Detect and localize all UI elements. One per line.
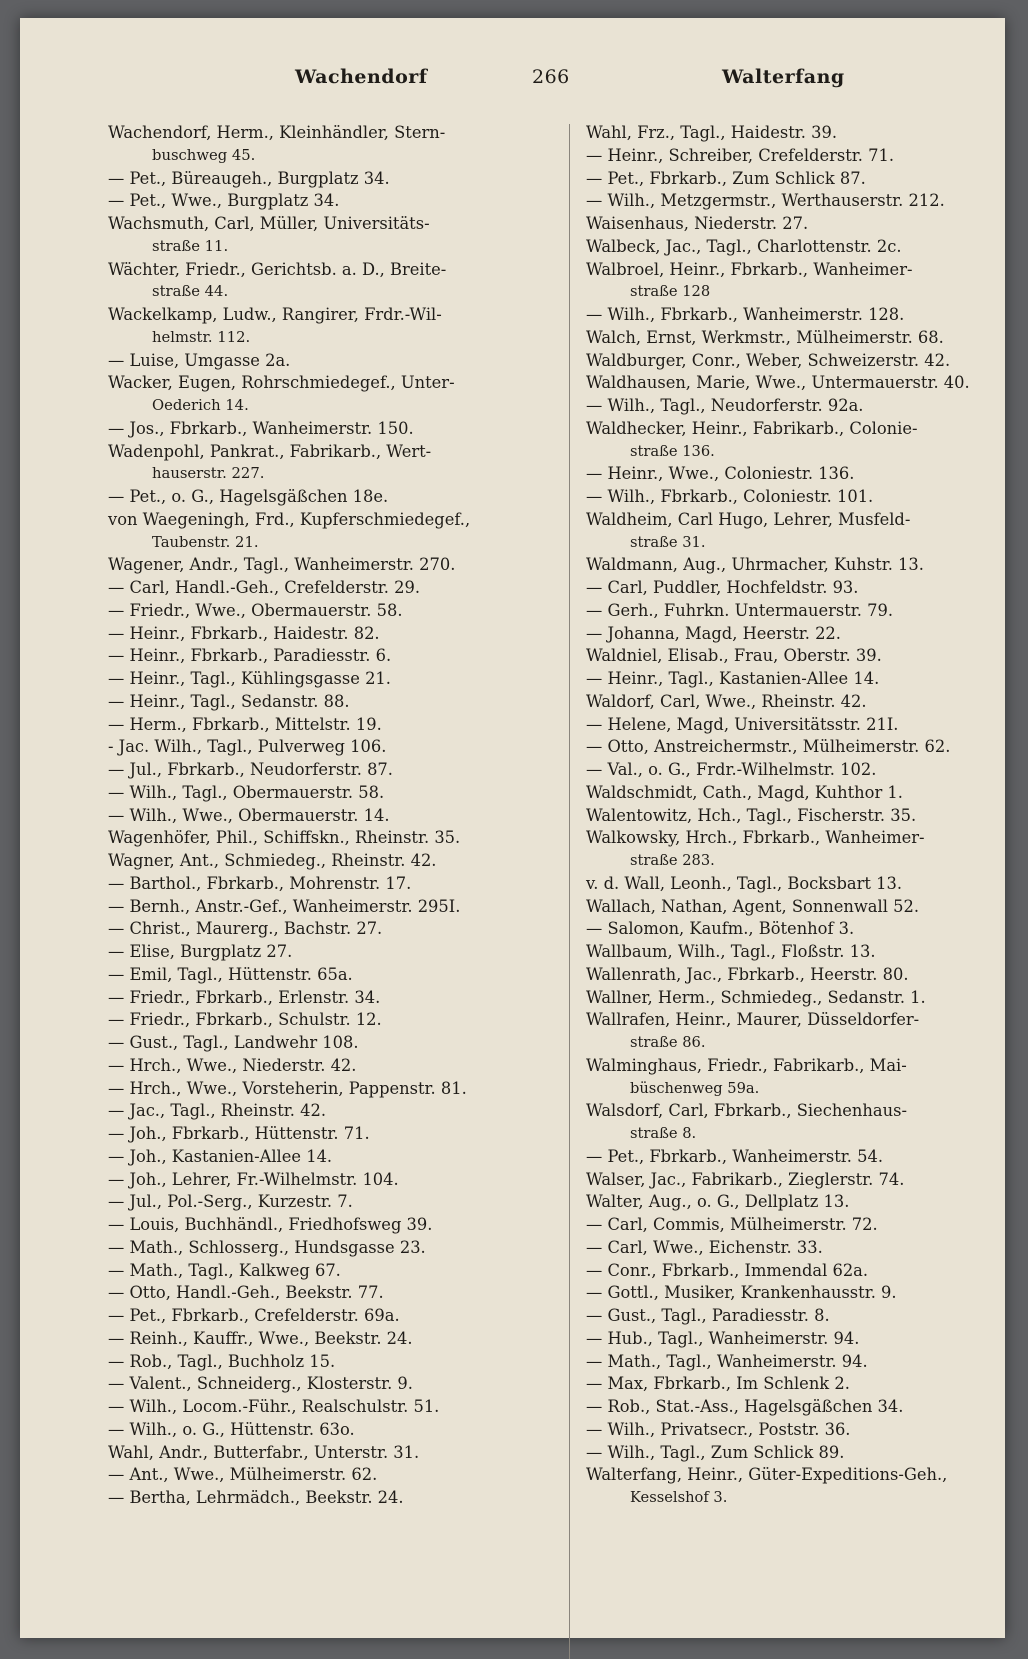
directory-entry: Walkowsky, Hrch., Fbrkarb., Wanheimer- — [586, 828, 925, 848]
directory-entry: Waldmann, Aug., Uhrmacher, Kuhstr. 13. — [586, 555, 924, 575]
directory-entry: — Gust., Tagl., Landwehr 108. — [108, 1033, 359, 1052]
directory-entry: — Emil, Tagl., Hüttenstr. 65a. — [108, 964, 353, 984]
directory-entry: — Pet., Fbrkarb., Zum Schlick 87. — [586, 168, 866, 188]
directory-entry: — Gust., Tagl., Paradiesstr. 8. — [586, 1306, 830, 1325]
directory-entry: — Heinr., Schreiber, Crefelderstr. 71. — [586, 145, 895, 165]
directory-entry: Wagenhöfer, Phil., Schiffskn., Rheinstr. 35. — [108, 828, 461, 848]
directory-entry: — Valent., Schneiderg., Klosterstr. 9. — [108, 1374, 413, 1394]
directory-entry: — Wilh., Metzgermstr., Werthauserstr. 212. — [586, 191, 945, 211]
directory-entry: — Friedr., Fbrkarb., Schulstr. 12. — [108, 1010, 382, 1030]
directory-entry: — Joh., Lehrer, Fr.-Wilhelmstr. 104. — [108, 1169, 399, 1189]
directory-entry-continuation: Taubenstr. 21. — [152, 533, 259, 551]
directory-entry: Wallenrath, Jac., Fbrkarb., Heerstr. 80. — [586, 964, 909, 984]
directory-entry: — Jac., Tagl., Rheinstr. 42. — [108, 1101, 326, 1121]
directory-entry: — Joh., Fbrkarb., Hüttenstr. 71. — [108, 1124, 370, 1143]
directory-entry: — Carl, Handl.-Geh., Crefelderstr. 29. — [108, 578, 421, 597]
directory-entry-continuation: büschenweg 59a. — [630, 1079, 760, 1097]
directory-entry: — Heinr., Tagl., Kastanien-Allee 14. — [586, 669, 880, 688]
directory-entry-continuation: straße 283. — [630, 852, 715, 869]
directory-entry: — Bernh., Anstr.-Gef., Wanheimerstr. 295I. — [108, 896, 461, 916]
directory-entry: — Carl, Commis, Mülheimerstr. 72. — [586, 1215, 878, 1234]
directory-entry: — Heinr., Tagl., Sedanstr. 88. — [108, 691, 350, 711]
directory-entry-continuation: straße 44. — [152, 283, 229, 301]
directory-entry-continuation: buschweg 45. — [152, 146, 256, 164]
directory-entry: — Rob., Stat.-Ass., Hagelsgäßchen 34. — [586, 1397, 904, 1416]
header-right-keyword: Walterfang — [722, 66, 845, 88]
directory-page — [20, 18, 1005, 1638]
directory-entry-continuation: straße 86. — [630, 1034, 706, 1051]
directory-entry: — Wilh., Fbrkarb., Coloniestr. 101. — [586, 487, 874, 506]
directory-entry: Wachsmuth, Carl, Müller, Universitäts- — [108, 214, 430, 233]
directory-entry: — Rob., Tagl., Buchholz 15. — [108, 1351, 336, 1371]
directory-entry: Wahl, Frz., Tagl., Haidestr. 39. — [586, 123, 838, 142]
directory-entry: — Heinr., Fbrkarb., Paradiesstr. 6. — [108, 646, 392, 666]
directory-entry: — Wilh., Tagl., Obermauerstr. 58. — [108, 782, 385, 802]
directory-entry: — Gerh., Fuhrkn. Untermauerstr. 79. — [586, 600, 893, 620]
directory-entry: — Otto, Handl.-Geh., Beekstr. 77. — [108, 1283, 384, 1303]
directory-entry: - Jac. Wilh., Tagl., Pulverweg 106. — [108, 737, 387, 757]
directory-entry: — Christ., Maurerg., Bachstr. 27. — [108, 919, 383, 939]
directory-entry: — Pet., Fbrkarb., Crefelderstr. 69a. — [108, 1306, 400, 1325]
directory-entry: — Conr., Fbrkarb., Immendal 62a. — [586, 1260, 869, 1280]
directory-entry-continuation: Oederich 14. — [152, 397, 249, 414]
directory-entry: Walbroel, Heinr., Fbrkarb., Wanheimer- — [586, 259, 913, 279]
directory-entry: — Carl, Wwe., Eichenstr. 33. — [586, 1237, 823, 1257]
directory-entry: — Pet., o. G., Hagelsgäßchen 18e. — [108, 487, 389, 506]
directory-entry: Wackelkamp, Ludw., Rangirer, Frdr.-Wil- — [108, 305, 442, 324]
directory-entry: Wächter, Friedr., Gerichtsb. a. D., Breite- — [108, 259, 447, 279]
directory-entry-continuation: helmstr. 112. — [152, 328, 251, 346]
directory-entry: Waldburger, Conr., Weber, Schweizerstr. 42. — [586, 350, 951, 370]
directory-entry: — Wilh., o. G., Hüttenstr. 63o. — [108, 1419, 355, 1439]
directory-entry: Wallner, Herm., Schmiedeg., Sedanstr. 1. — [586, 987, 926, 1007]
directory-entry: — Louis, Buchhändl., Friedhofsweg 39. — [108, 1215, 433, 1234]
right-column — [586, 122, 1021, 1510]
directory-entry: — Salomon, Kaufm., Bötenhof 3. — [586, 919, 855, 939]
page-number: 266 — [532, 66, 570, 88]
directory-entry: Wahl, Andr., Butterfabr., Unterstr. 31. — [108, 1442, 420, 1462]
directory-entry: Waldschmidt, Cath., Magd, Kuhthor 1. — [586, 782, 903, 802]
directory-entry: — Johanna, Magd, Heerstr. 22. — [586, 623, 841, 643]
directory-entry: Walentowitz, Hch., Tagl., Fischerstr. 35. — [586, 805, 917, 825]
directory-entry: — Gottl., Musiker, Krankenhausstr. 9. — [586, 1283, 897, 1303]
directory-entry: — Math., Tagl., Wanheimerstr. 94. — [586, 1351, 868, 1371]
directory-entry: — Wilh., Wwe., Obermauerstr. 14. — [108, 805, 390, 825]
directory-entry: — Jul., Pol.-Serg., Kurzestr. 7. — [108, 1192, 353, 1212]
directory-entry: Wadenpohl, Pankrat., Fabrikarb., Wert- — [108, 441, 432, 461]
directory-entry: Walch, Ernst, Werkmstr., Mülheimerstr. 68. — [586, 327, 944, 347]
directory-entry: — Barthol., Fbrkarb., Mohrenstr. 17. — [108, 873, 412, 893]
directory-entry: — Pet., Fbrkarb., Wanheimerstr. 54. — [586, 1146, 884, 1166]
directory-entry-continuation: straße 11. — [152, 237, 229, 255]
directory-entry: — Wilh., Privatsecr., Poststr. 36. — [586, 1419, 851, 1439]
directory-entry: Wallbaum, Wilh., Tagl., Floßstr. 13. — [586, 942, 876, 961]
directory-entry: Walbeck, Jac., Tagl., Charlottenstr. 2c. — [586, 236, 902, 256]
directory-entry: Walser, Jac., Fabrikarb., Zieglerstr. 74. — [586, 1169, 905, 1189]
directory-entry: — Friedr., Fbrkarb., Erlenstr. 34. — [108, 987, 381, 1007]
directory-entry: Wagener, Andr., Tagl., Wanheimerstr. 270. — [108, 555, 456, 575]
directory-entry: Wacker, Eugen, Rohrschmiedegef., Unter- — [108, 373, 455, 393]
directory-entry: — Ant., Wwe., Mülheimerstr. 62. — [108, 1465, 378, 1485]
directory-entry: — Helene, Magd, Universitätsstr. 21I. — [586, 714, 899, 734]
directory-entry: Wallach, Nathan, Agent, Sonnenwall 52. — [586, 896, 919, 916]
header-left-keyword: Wachendorf — [295, 66, 428, 88]
directory-entry: — Luise, Umgasse 2a. — [108, 350, 291, 370]
directory-entry: Waldhecker, Heinr., Fabrikarb., Colonie- — [586, 418, 918, 438]
directory-entry-continuation: straße 31. — [630, 533, 706, 551]
directory-entry: — Hrch., Wwe., Niederstr. 42. — [108, 1055, 357, 1075]
directory-entry: Walminghaus, Friedr., Fabrikarb., Mai- — [586, 1055, 907, 1075]
directory-entry: — Pet., Büreaugeh., Burgplatz 34. — [108, 168, 390, 188]
directory-entry: — Elise, Burgplatz 27. — [108, 942, 293, 961]
directory-entry-continuation: Kesselshof 3. — [630, 1489, 728, 1506]
directory-entry: Walter, Aug., o. G., Dellplatz 13. — [586, 1192, 850, 1212]
directory-entry: — Wilh., Fbrkarb., Wanheimerstr. 128. — [586, 305, 905, 324]
directory-entry: von Waegeningh, Frd., Kupferschmiedegef., — [108, 509, 471, 529]
directory-entry: — Heinr., Fbrkarb., Haidestr. 82. — [108, 623, 380, 643]
directory-entry: Walsdorf, Carl, Fbrkarb., Siechenhaus- — [586, 1101, 907, 1121]
directory-entry: — Hrch., Wwe., Vorsteherin, Pappenstr. 81. — [108, 1078, 467, 1098]
directory-entry: — Bertha, Lehrmädch., Beekstr. 24. — [108, 1488, 404, 1507]
directory-entry: — Val., o. G., Frdr.-Wilhelmstr. 102. — [586, 760, 877, 779]
directory-entry: Waldhausen, Marie, Wwe., Untermauerstr. 40. — [586, 373, 970, 393]
directory-entry: Waldorf, Carl, Wwe., Rheinstr. 42. — [586, 691, 867, 711]
directory-entry: — Carl, Puddler, Hochfeldstr. 93. — [586, 578, 859, 597]
directory-entry: Walterfang, Heinr., Güter-Expeditions-Geh., — [586, 1465, 948, 1485]
directory-entry: — Heinr., Tagl., Kühlingsgasse 21. — [108, 669, 391, 688]
directory-entry: — Math., Schlosserg., Hundsgasse 23. — [108, 1237, 426, 1257]
directory-entry: v. d. Wall, Leonh., Tagl., Bocksbart 13. — [586, 873, 903, 893]
directory-entry: Waldniel, Elisab., Frau, Oberstr. 39. — [586, 646, 882, 666]
directory-entry: — Math., Tagl., Kalkweg 67. — [108, 1260, 341, 1280]
directory-entry: Wachendorf, Herm., Kleinhändler, Stern- — [108, 123, 446, 142]
directory-entry: — Hub., Tagl., Wanheimerstr. 94. — [586, 1328, 860, 1348]
directory-entry-continuation: straße 136. — [630, 442, 715, 460]
directory-entry: Wagner, Ant., Schmiedeg., Rheinstr. 42. — [108, 851, 437, 870]
directory-entry: Waisenhaus, Niederstr. 27. — [586, 214, 809, 233]
directory-entry-continuation: straße 128 — [630, 283, 711, 301]
directory-entry: — Wilh., Tagl., Neudorferstr. 92a. — [586, 396, 864, 415]
directory-entry: — Joh., Kastanien-Allee 14. — [108, 1146, 333, 1166]
directory-entry: — Friedr., Wwe., Obermauerstr. 58. — [108, 600, 403, 620]
directory-entry: Waldheim, Carl Hugo, Lehrer, Musfeld- — [586, 509, 911, 529]
directory-entry: — Wilh., Tagl., Zum Schlick 89. — [586, 1442, 845, 1462]
page-header — [20, 66, 1005, 106]
directory-entry: — Pet., Wwe., Burgplatz 34. — [108, 191, 340, 211]
directory-entry: — Heinr., Wwe., Coloniestr. 136. — [586, 464, 855, 484]
directory-entry: — Jos., Fbrkarb., Wanheimerstr. 150. — [108, 418, 414, 438]
directory-entry: — Herm., Fbrkarb., Mittelstr. 19. — [108, 714, 382, 734]
directory-entry: — Reinh., Kauffr., Wwe., Beekstr. 24. — [108, 1328, 413, 1348]
directory-entry: — Otto, Anstreichermstr., Mülheimerstr. 62. — [586, 737, 951, 757]
directory-entry: — Wilh., Locom.-Führ., Realschulstr. 51. — [108, 1397, 440, 1416]
directory-entry: Wallrafen, Heinr., Maurer, Düsseldorfer- — [586, 1010, 920, 1030]
directory-entry: — Jul., Fbrkarb., Neudorferstr. 87. — [108, 760, 393, 779]
left-column — [108, 122, 578, 1510]
directory-entry-continuation: straße 8. — [630, 1125, 697, 1142]
directory-entry-continuation: hauserstr. 227. — [152, 465, 265, 483]
directory-entry: — Max, Fbrkarb., Im Schlenk 2. — [586, 1374, 850, 1394]
